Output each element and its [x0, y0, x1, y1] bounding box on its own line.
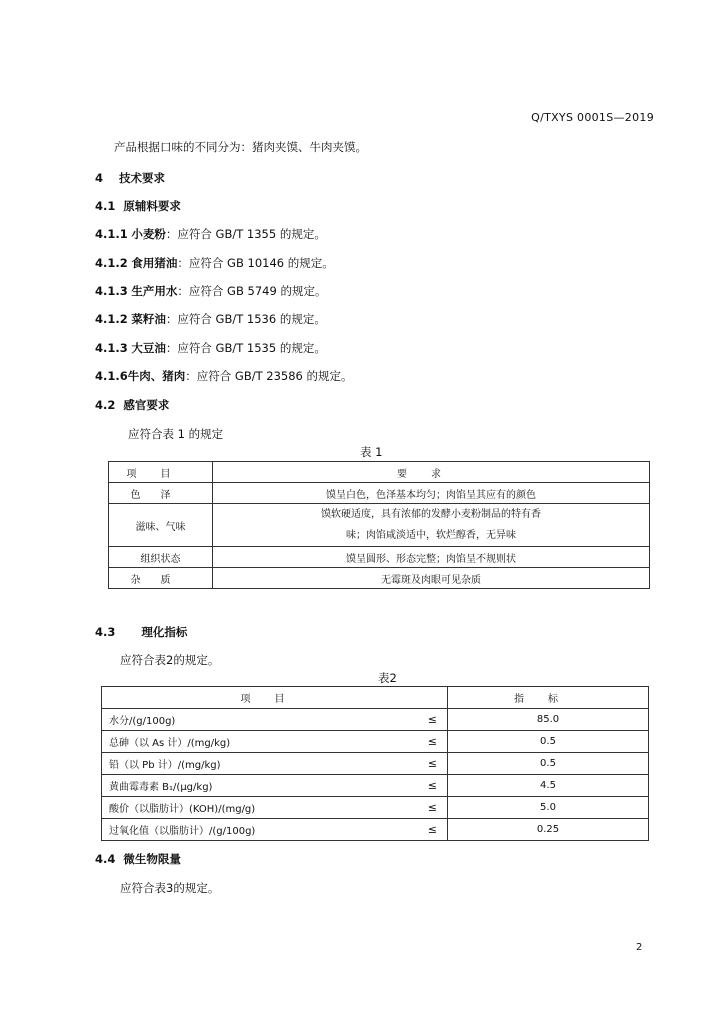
row-value: 5.0 — [448, 797, 649, 819]
item-text: ：应符合 GB/T 1355 的规定。 — [165, 227, 326, 241]
row-requirement: 无霉斑及肉眼可见杂质 — [213, 568, 650, 589]
item-name: 菜籽油 — [131, 312, 166, 326]
section-number: 4.1 — [95, 199, 116, 213]
row-value: 85.0 — [448, 709, 649, 731]
row-item: 过氧化值（以脂肪计）/(g/100g) — [102, 819, 402, 841]
document-code-header: Q/TXYS 0001S—2019 — [531, 111, 654, 124]
item-text: ：应符合 GB/T 1536 的规定。 — [165, 312, 326, 326]
row-operator: ≤ — [402, 775, 448, 797]
item-number: 4.1.1 — [95, 227, 128, 241]
section-4-3-heading — [95, 624, 187, 640]
row-value: 4.5 — [448, 775, 649, 797]
item-text: ：应符合 GB/T 23586 的规定。 — [185, 369, 353, 383]
row-item: 杂质 — [109, 568, 213, 589]
table-row — [109, 504, 650, 547]
product-classification-text: 产品根据口味的不同分为：猪肉夹馍、牛肉夹馍。 — [114, 140, 367, 154]
item-text: ：应符合 GB 5749 的规定。 — [177, 284, 327, 298]
item-number: 4.1.3 — [95, 341, 128, 355]
column-header: 项目 — [102, 687, 448, 709]
table-row — [102, 797, 649, 819]
page-number: 2 — [636, 942, 643, 953]
section-4-heading — [95, 170, 165, 186]
item-number: 4.1.2 — [95, 312, 128, 326]
row-item: 水分/(g/100g) — [102, 709, 402, 731]
item-number: 4.1.6 — [95, 369, 128, 383]
section-4-3-text: 应符合表2的规定。 — [120, 653, 220, 667]
row-operator: ≤ — [402, 731, 448, 753]
item-name: 生产用水 — [131, 284, 178, 298]
sensory-requirements-table — [108, 461, 650, 589]
section-number: 4.3 — [95, 625, 116, 639]
row-value: 0.5 — [448, 731, 649, 753]
table-row — [102, 775, 649, 797]
table-1-caption: 表 1 — [360, 445, 383, 459]
row-item: 色泽 — [109, 483, 213, 504]
material-item — [95, 283, 326, 299]
section-4-1-heading — [95, 198, 181, 214]
section-number: 4.2 — [95, 398, 116, 412]
column-header: 要求 — [213, 462, 650, 483]
item-name: 小麦粉 — [131, 227, 166, 241]
section-4-2-heading — [95, 397, 169, 413]
row-value: 0.25 — [448, 819, 649, 841]
section-title: 微生物限量 — [123, 852, 181, 866]
table-row — [109, 568, 650, 589]
row-operator: ≤ — [402, 753, 448, 775]
row-item: 酸价（以脂肪计）(KOH)/(mg/g) — [102, 797, 402, 819]
requirement-line: 味；肉馅咸淡适中，软烂醇香，无异味 — [346, 530, 516, 541]
section-number: 4.4 — [95, 852, 116, 866]
row-operator: ≤ — [402, 797, 448, 819]
section-4-4-text: 应符合表3的规定。 — [120, 881, 220, 895]
row-item: 组织状态 — [109, 547, 213, 568]
row-operator: ≤ — [402, 709, 448, 731]
item-number: 4.1.3 — [95, 284, 128, 298]
row-item: 滋味、气味 — [109, 504, 213, 547]
column-header: 项目 — [109, 462, 213, 483]
section-4-4-heading — [95, 851, 181, 867]
table-header-row — [102, 687, 649, 709]
section-title: 感官要求 — [123, 398, 170, 412]
item-name: 大豆油 — [131, 341, 166, 355]
material-item — [95, 311, 326, 327]
row-operator: ≤ — [402, 819, 448, 841]
table-row — [109, 547, 650, 568]
table-2-caption: 表2 — [378, 671, 397, 685]
row-item: 总砷（以 As 计）/(mg/kg) — [102, 731, 402, 753]
table-row — [109, 483, 650, 504]
section-title: 理化指标 — [141, 625, 188, 639]
row-requirement: 馍呈白色，色泽基本均匀；肉馅呈其应有的颜色 — [213, 483, 650, 504]
item-number: 4.1.2 — [95, 256, 128, 270]
section-title: 原辅料要求 — [123, 199, 181, 213]
item-text: ：应符合 GB 10146 的规定。 — [177, 256, 334, 270]
row-value: 0.5 — [448, 753, 649, 775]
physicochemical-indicators-table — [101, 686, 649, 841]
row-requirement — [213, 504, 650, 547]
row-item: 黄曲霉毒素 B₁/(μg/kg) — [102, 775, 402, 797]
item-name: 牛肉、猪肉 — [127, 369, 186, 383]
item-name: 食用猪油 — [131, 256, 178, 270]
column-header: 指标 — [448, 687, 649, 709]
material-item — [95, 340, 326, 356]
material-item — [95, 368, 353, 384]
row-item: 铅（以 Pb 计）/(mg/kg) — [102, 753, 402, 775]
table-row — [102, 709, 649, 731]
table-row — [102, 819, 649, 841]
table-row — [102, 753, 649, 775]
section-title: 技术要求 — [119, 171, 166, 185]
section-number: 4 — [95, 171, 104, 185]
row-requirement: 馍呈圆形、形态完整；肉馅呈不规则状 — [213, 547, 650, 568]
table-row — [102, 731, 649, 753]
requirement-line: 馍软硬适度，具有浓郁的发酵小麦粉制品的特有香 — [321, 509, 541, 520]
section-4-2-text: 应符合表 1 的规定 — [128, 427, 224, 441]
material-item — [95, 226, 326, 242]
item-text: ：应符合 GB/T 1535 的规定。 — [165, 341, 326, 355]
material-item — [95, 255, 334, 271]
